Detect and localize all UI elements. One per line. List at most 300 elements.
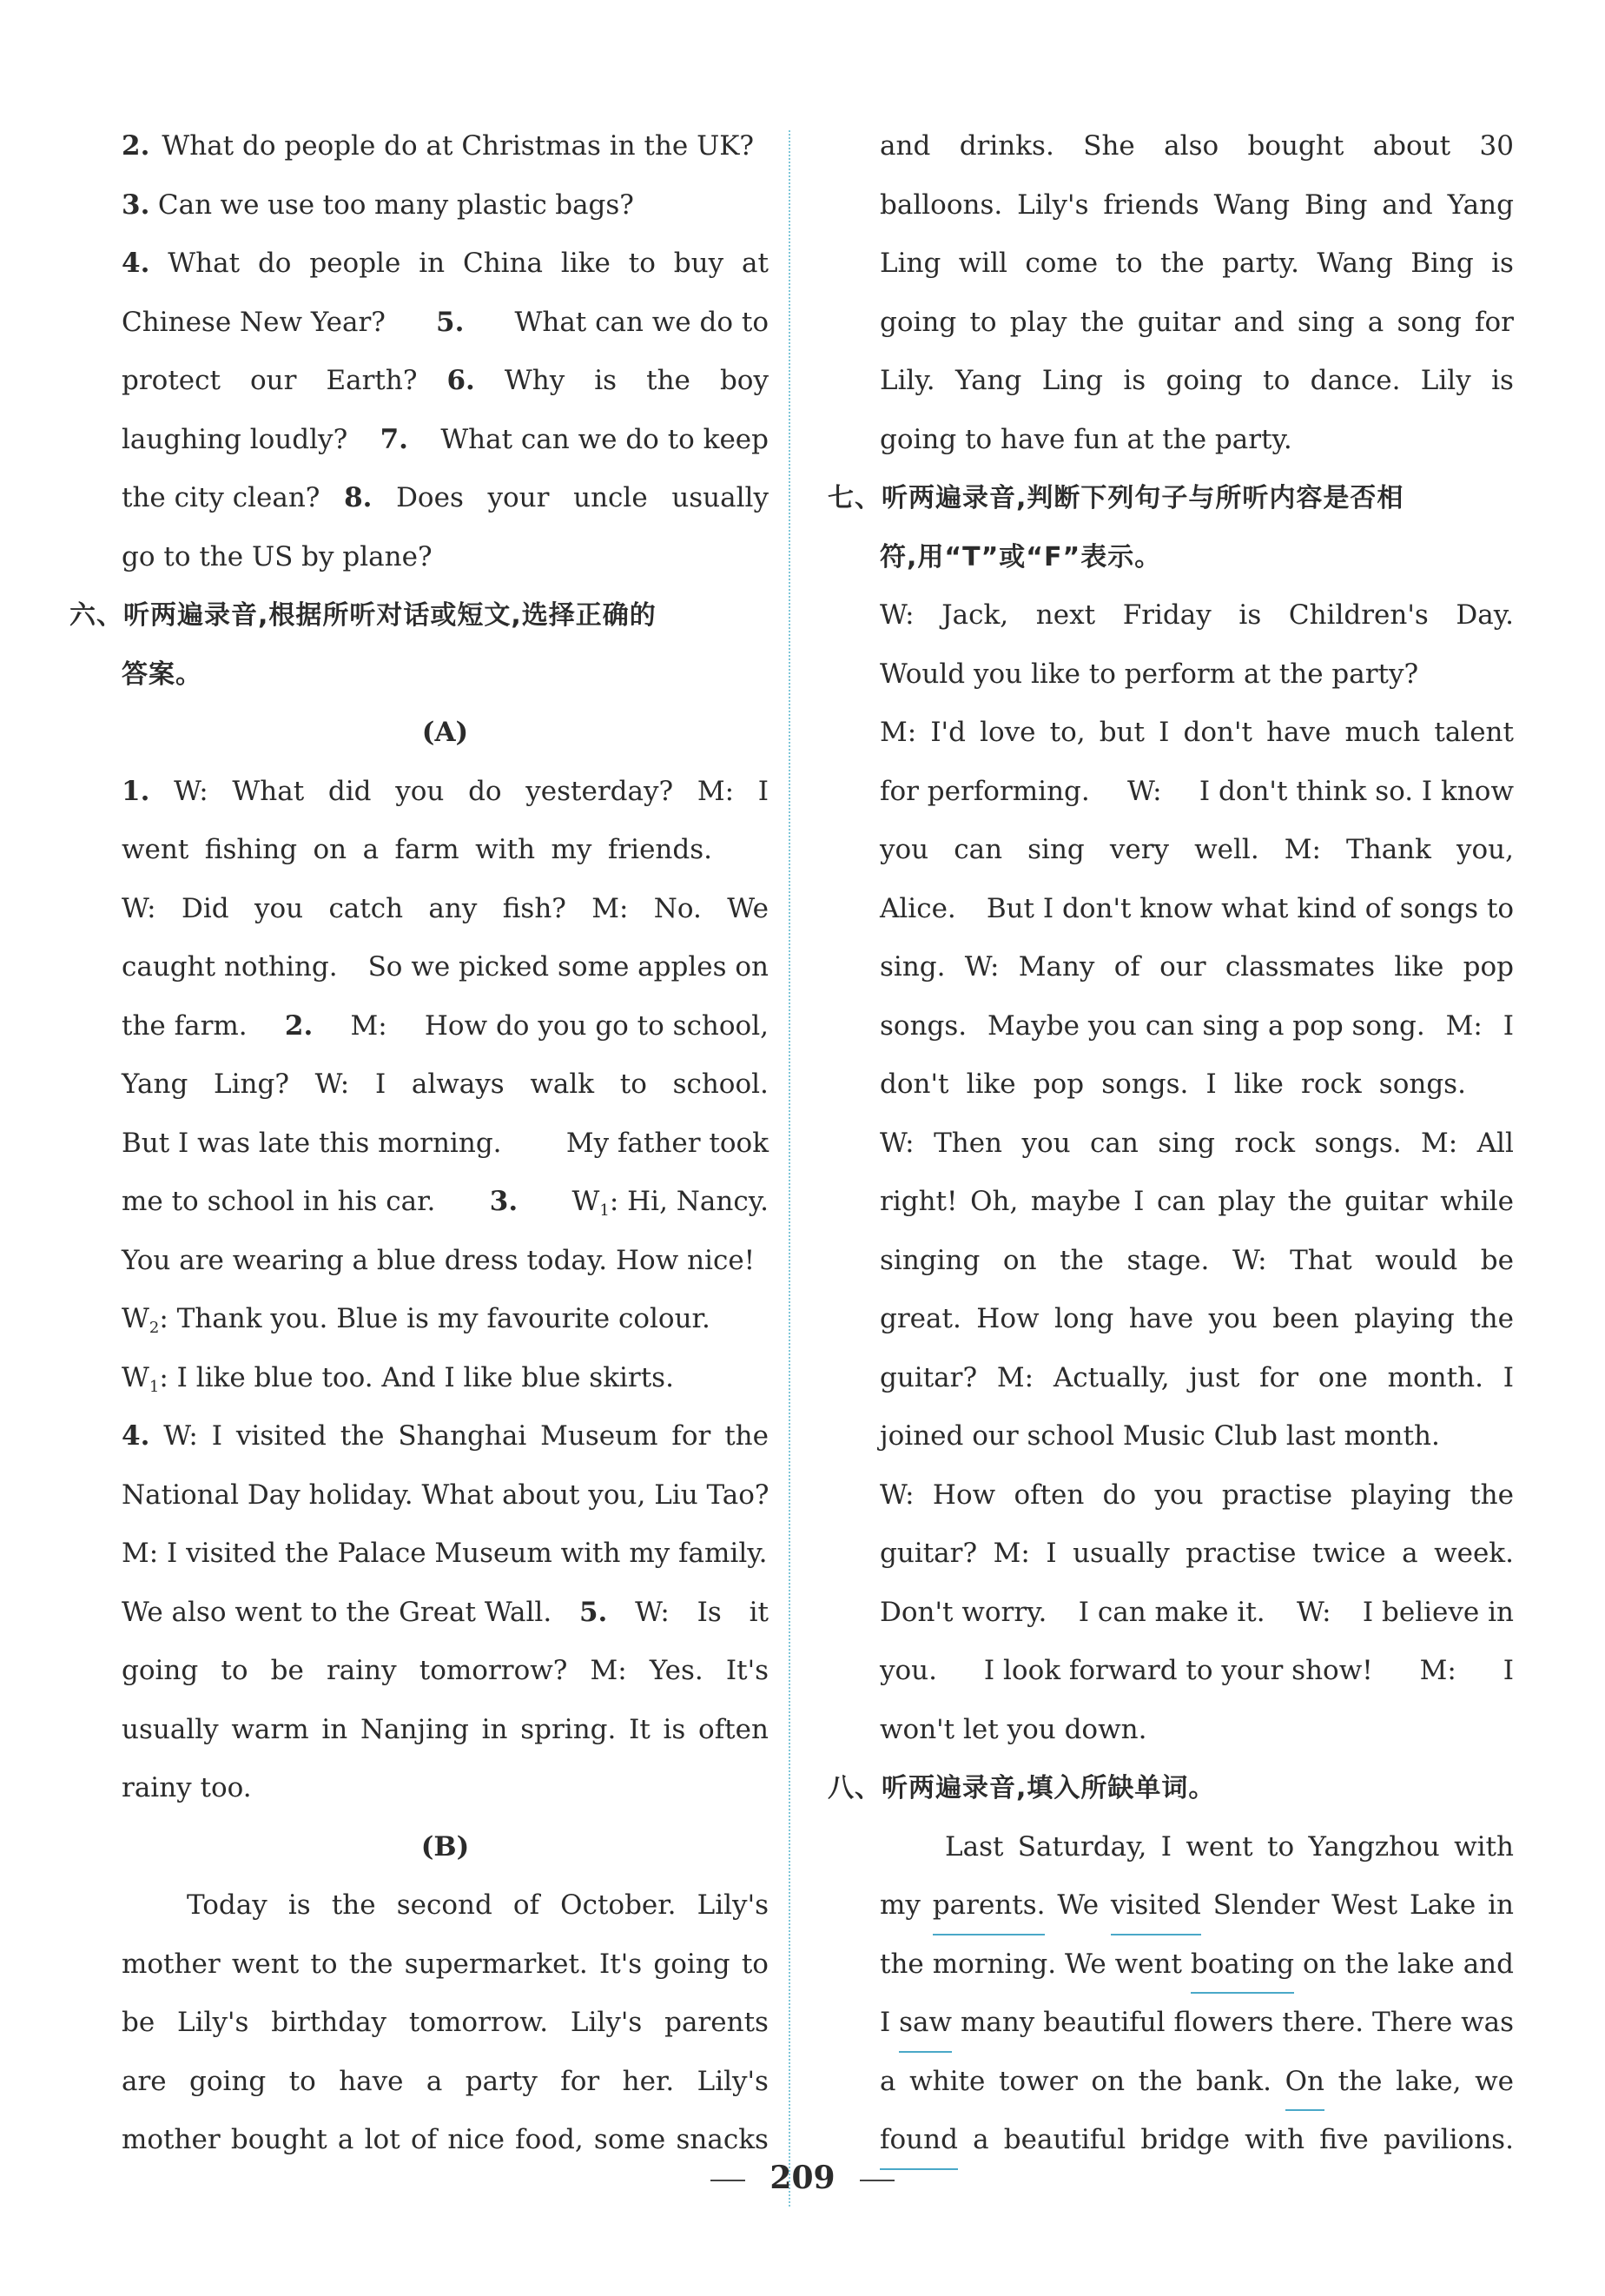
word: do bbox=[257, 248, 292, 279]
word: is bbox=[1491, 248, 1514, 279]
word: spring. bbox=[520, 1713, 617, 1745]
word: school. bbox=[672, 1069, 769, 1100]
text: I don't think so. I know bbox=[1199, 775, 1514, 807]
text: But I was late this morning. bbox=[122, 1127, 502, 1159]
subsection-b-label bbox=[122, 1818, 769, 1877]
text: Would you like to perform at the party? bbox=[880, 658, 1419, 690]
word: I bbox=[757, 775, 769, 807]
text-line bbox=[122, 411, 769, 470]
word: you bbox=[880, 834, 929, 865]
word: song bbox=[1397, 306, 1462, 338]
text-line bbox=[122, 880, 769, 939]
word: the bbox=[1470, 1303, 1514, 1334]
word: for bbox=[1259, 1361, 1299, 1393]
word: to bbox=[288, 2065, 316, 2097]
word: lake, bbox=[1396, 2065, 1462, 2097]
word: be bbox=[1480, 1244, 1514, 1276]
word: to bbox=[1263, 365, 1291, 396]
text-line bbox=[880, 586, 1514, 645]
word: dance. bbox=[1310, 365, 1401, 396]
word: Lake bbox=[1409, 1889, 1476, 1921]
word: many bbox=[373, 189, 449, 221]
word: mother bbox=[122, 1948, 221, 1980]
word: your bbox=[487, 482, 550, 513]
word: to bbox=[628, 248, 656, 279]
text-line bbox=[880, 117, 1514, 176]
word: Is bbox=[697, 1596, 722, 1628]
word: like bbox=[966, 1069, 1016, 1100]
text: My father took bbox=[565, 1127, 769, 1159]
word: the bbox=[331, 1889, 376, 1921]
word: many bbox=[960, 2007, 1035, 2038]
text: Chinese New Year? bbox=[122, 306, 386, 338]
word: Lily's bbox=[1017, 189, 1089, 221]
word: W: bbox=[163, 1420, 198, 1452]
question-text: What do people do at Christmas in the UK? bbox=[162, 130, 755, 162]
heading-text: 答案。 bbox=[122, 658, 202, 690]
word: on bbox=[313, 834, 347, 865]
word: lake bbox=[1397, 1948, 1455, 1980]
word: month. bbox=[1387, 1361, 1483, 1393]
page-number-dash bbox=[860, 2180, 895, 2181]
word: to bbox=[969, 306, 997, 338]
word: playing bbox=[1351, 1479, 1451, 1511]
text: won't let you down. bbox=[880, 1713, 1147, 1745]
word: is bbox=[287, 1889, 311, 1921]
section-6-heading-cont bbox=[122, 645, 769, 705]
word: of bbox=[512, 1889, 540, 1921]
word: sing bbox=[1158, 1127, 1215, 1159]
word: and bbox=[1382, 189, 1433, 221]
word: a bbox=[973, 2124, 989, 2155]
word: W: bbox=[964, 951, 1000, 983]
word: I bbox=[374, 1069, 386, 1100]
word: Did bbox=[181, 892, 229, 924]
word: M: bbox=[1419, 1655, 1456, 1686]
word: practise bbox=[1186, 1538, 1297, 1569]
word: supermarket. bbox=[404, 1948, 588, 1980]
word: rainy bbox=[326, 1655, 397, 1686]
word: people bbox=[309, 248, 401, 279]
word: always bbox=[411, 1069, 505, 1100]
word: M: bbox=[350, 1009, 387, 1042]
word: Does bbox=[396, 482, 464, 513]
word: for bbox=[1475, 306, 1514, 338]
word: the bbox=[1160, 248, 1205, 279]
page-number-dash bbox=[710, 2180, 745, 2181]
word: like bbox=[560, 248, 611, 279]
word: Museum bbox=[540, 1420, 658, 1452]
word: China bbox=[462, 248, 544, 279]
word: a bbox=[880, 2065, 896, 2097]
word: buy bbox=[673, 248, 724, 279]
word: party bbox=[465, 2065, 538, 2097]
word: drinks. bbox=[959, 130, 1054, 162]
word: a bbox=[426, 2065, 443, 2097]
filled-answer: On bbox=[1285, 2053, 1324, 2112]
word: the bbox=[724, 1420, 769, 1452]
word: don't bbox=[880, 1069, 949, 1100]
word: Can bbox=[157, 189, 213, 221]
word: love bbox=[980, 717, 1036, 748]
text-line bbox=[122, 235, 769, 294]
word: went bbox=[231, 1948, 300, 1980]
word: Thank bbox=[1346, 834, 1431, 865]
text-line bbox=[880, 352, 1514, 411]
word: the bbox=[1287, 1186, 1332, 1217]
word: Lily's bbox=[177, 2007, 249, 2038]
word: about bbox=[1372, 130, 1451, 162]
word: M: bbox=[996, 1361, 1034, 1393]
word: on bbox=[1091, 2065, 1126, 2097]
left-column bbox=[69, 117, 769, 2170]
word: like bbox=[1394, 951, 1444, 983]
word: Oh, bbox=[970, 1186, 1019, 1217]
text-line bbox=[122, 1994, 769, 2053]
question-number: 4. bbox=[122, 1420, 150, 1452]
word: her. bbox=[622, 2065, 675, 2097]
word: Lily's bbox=[697, 2065, 769, 2097]
word: going bbox=[880, 306, 957, 338]
word: my bbox=[551, 834, 592, 865]
text-line bbox=[122, 1935, 769, 1995]
text: the farm. bbox=[122, 1009, 248, 1042]
word: one bbox=[1318, 1361, 1368, 1393]
text-line bbox=[122, 1466, 769, 1525]
word: I bbox=[1503, 1009, 1514, 1042]
word: Many bbox=[1018, 951, 1095, 983]
text: But I don't know what kind of songs to bbox=[986, 892, 1514, 924]
text-line bbox=[880, 880, 1514, 939]
speaker: W bbox=[122, 1361, 149, 1393]
text-line bbox=[122, 1525, 769, 1584]
word: bags? bbox=[555, 189, 634, 221]
word: with bbox=[1454, 1830, 1514, 1863]
text-line bbox=[880, 1115, 1514, 1174]
word: play bbox=[1009, 306, 1067, 338]
word: M: bbox=[697, 775, 735, 807]
word: our bbox=[249, 365, 297, 396]
word: October. bbox=[560, 1889, 677, 1921]
word: usually bbox=[122, 1713, 219, 1745]
word: white bbox=[909, 2065, 986, 2097]
word: I bbox=[1160, 1830, 1172, 1863]
word: Jack, bbox=[941, 599, 1009, 631]
text-line bbox=[122, 763, 769, 822]
word: Shanghai bbox=[398, 1420, 527, 1452]
text-line bbox=[880, 411, 1514, 470]
word: Ling bbox=[1041, 365, 1104, 396]
word: very bbox=[1109, 834, 1170, 865]
text-line bbox=[880, 704, 1514, 763]
word: Yang bbox=[955, 365, 1022, 396]
word: the bbox=[348, 1948, 393, 1980]
word: I bbox=[1159, 717, 1170, 748]
text-line bbox=[880, 1055, 1466, 1115]
text: M: I visited the Palace Museum with my family. bbox=[122, 1538, 768, 1569]
speaker-index: 2 bbox=[149, 1319, 160, 1337]
word: songs. bbox=[1378, 1069, 1466, 1100]
word: Ling? bbox=[214, 1069, 289, 1100]
word: What bbox=[232, 775, 305, 807]
word: much bbox=[1344, 717, 1421, 748]
word: I bbox=[1503, 1361, 1514, 1393]
word: W: bbox=[1232, 1244, 1267, 1276]
question-number: 2. bbox=[122, 130, 150, 162]
word: the bbox=[1060, 1244, 1104, 1276]
word: right! bbox=[880, 1186, 958, 1217]
word: fish? bbox=[502, 892, 566, 924]
word: the bbox=[880, 1948, 924, 1980]
word: Bing bbox=[1410, 248, 1474, 279]
word: M: bbox=[880, 717, 917, 748]
question-2 bbox=[122, 117, 769, 176]
word: warm bbox=[231, 1713, 309, 1745]
text: for performing. bbox=[880, 775, 1090, 807]
text-line bbox=[122, 2053, 769, 2112]
word: like bbox=[1233, 1069, 1284, 1100]
text-line bbox=[122, 1642, 769, 1701]
subsection-label: (B) bbox=[420, 1830, 470, 1863]
question-number: 3. bbox=[489, 1186, 518, 1217]
word: We bbox=[1057, 1889, 1100, 1921]
word: are bbox=[122, 2065, 167, 2097]
word: M: bbox=[590, 1655, 627, 1686]
text: rainy too. bbox=[122, 1772, 252, 1803]
text-line bbox=[122, 1349, 769, 1408]
word: second bbox=[396, 1889, 492, 1921]
text-line bbox=[122, 352, 769, 411]
word: Yang bbox=[1447, 189, 1514, 221]
word: beautiful bbox=[1043, 2007, 1166, 2038]
word: to bbox=[741, 1948, 769, 1980]
filled-answer: parents. bbox=[933, 1876, 1046, 1935]
word: stage. bbox=[1126, 1244, 1210, 1276]
word: uncle bbox=[573, 482, 648, 513]
text-line bbox=[880, 1701, 1514, 1760]
word: you bbox=[395, 775, 445, 807]
word: friends bbox=[1103, 189, 1199, 221]
column-divider bbox=[789, 130, 790, 2207]
word: have bbox=[1128, 1303, 1194, 1334]
word: for bbox=[560, 2065, 600, 2097]
word: Last bbox=[945, 1830, 1004, 1863]
word: We bbox=[727, 892, 769, 924]
text: going to have fun at the party. bbox=[880, 423, 1292, 455]
word: W: bbox=[314, 1069, 350, 1100]
word: you bbox=[254, 892, 304, 924]
text-line bbox=[122, 997, 769, 1056]
text-line bbox=[122, 528, 769, 587]
word: yesterday? bbox=[525, 775, 674, 807]
word: is bbox=[594, 365, 618, 396]
word: playing bbox=[1354, 1303, 1455, 1334]
word: M: bbox=[591, 892, 629, 924]
word: I bbox=[211, 1420, 223, 1452]
word: usually bbox=[1073, 1538, 1170, 1569]
word: long bbox=[1053, 1303, 1114, 1334]
text: the city clean? bbox=[122, 482, 320, 513]
word: Lily bbox=[1420, 365, 1471, 396]
text: me to school in his car. bbox=[122, 1186, 436, 1217]
word: been bbox=[1272, 1303, 1339, 1334]
text-line bbox=[122, 1115, 769, 1174]
word: went bbox=[1186, 1830, 1253, 1863]
text: What can we do to bbox=[514, 306, 769, 338]
word: pop bbox=[1463, 951, 1514, 983]
word: but bbox=[1099, 717, 1146, 748]
speaker: W bbox=[122, 1303, 149, 1334]
word: the bbox=[646, 365, 690, 396]
text-line bbox=[880, 1466, 1514, 1525]
word: sing bbox=[1297, 306, 1355, 338]
filled-answer: found bbox=[880, 2111, 958, 2170]
text: caught nothing. bbox=[122, 951, 338, 983]
text-line bbox=[880, 821, 1514, 880]
text-line bbox=[122, 1584, 769, 1643]
word: to bbox=[310, 1948, 338, 1980]
word: our bbox=[1159, 951, 1206, 983]
word: Alice. bbox=[880, 892, 956, 924]
question-number: 5. bbox=[578, 1596, 608, 1628]
word: any bbox=[428, 892, 478, 924]
word: Nanjing bbox=[360, 1713, 469, 1745]
word: M: bbox=[993, 1538, 1030, 1569]
word: to bbox=[1266, 1830, 1295, 1863]
page-number-text: 209 bbox=[769, 2160, 836, 2196]
word: going bbox=[189, 2065, 267, 2097]
word: of bbox=[1113, 951, 1140, 983]
word: twice bbox=[1311, 1538, 1386, 1569]
word: the bbox=[1080, 306, 1125, 338]
text-line bbox=[880, 1876, 1514, 1935]
word: Earth? bbox=[326, 365, 418, 396]
word: to bbox=[619, 1069, 647, 1100]
word: morning. bbox=[932, 1948, 1057, 1980]
word: visited bbox=[235, 1420, 327, 1452]
heading-text: 八、听两遍录音,填入所缺单词。 bbox=[828, 1773, 1216, 1803]
word: be bbox=[270, 1655, 304, 1686]
word: my bbox=[880, 1889, 921, 1921]
text-line bbox=[122, 1407, 769, 1466]
text: laughing loudly? bbox=[122, 423, 348, 455]
word: next bbox=[1035, 599, 1096, 631]
word: often bbox=[1014, 1479, 1085, 1511]
text-line bbox=[880, 1818, 1514, 1877]
word: Yang bbox=[122, 1069, 188, 1100]
word: play bbox=[1218, 1186, 1276, 1217]
filled-answer: boating bbox=[1191, 1935, 1294, 1995]
word: on bbox=[1002, 1244, 1037, 1276]
word: Actually, bbox=[1053, 1361, 1170, 1393]
text-line bbox=[122, 1290, 769, 1349]
word: Why bbox=[504, 365, 565, 396]
word: rock bbox=[1234, 1127, 1296, 1159]
word: songs. bbox=[880, 1009, 968, 1042]
question-number: 4. bbox=[122, 248, 150, 279]
text: National Day holiday. What about you, Liu Tao? bbox=[122, 1479, 769, 1511]
word: be bbox=[122, 2007, 155, 2038]
word: How bbox=[932, 1479, 996, 1511]
text-line bbox=[122, 1232, 769, 1291]
word: balloons. bbox=[880, 189, 1003, 221]
section-6-heading bbox=[69, 586, 769, 645]
word: while bbox=[1440, 1186, 1514, 1217]
word: W: bbox=[174, 775, 208, 807]
speaker-line bbox=[122, 1349, 674, 1408]
word: pavilions. bbox=[1383, 2124, 1514, 2155]
word: practise bbox=[1221, 1479, 1333, 1511]
word: and bbox=[1233, 306, 1285, 338]
word: to bbox=[221, 1655, 248, 1686]
text-line bbox=[880, 1290, 1514, 1349]
word: W: bbox=[880, 1479, 915, 1511]
text-line bbox=[122, 1876, 769, 1935]
word: Wang bbox=[1213, 189, 1291, 221]
word: bought bbox=[230, 2124, 327, 2155]
word: snacks bbox=[676, 2124, 769, 2155]
word: usually bbox=[671, 482, 769, 513]
word: M: bbox=[1284, 834, 1321, 865]
word: It's bbox=[599, 1948, 643, 1980]
word: have bbox=[1266, 717, 1331, 748]
word: the bbox=[1470, 1479, 1514, 1511]
word: we bbox=[1475, 2065, 1514, 2097]
word: in bbox=[1488, 1889, 1514, 1921]
page-number bbox=[0, 2160, 1605, 2196]
word: too bbox=[322, 189, 367, 221]
section-8-heading bbox=[828, 1759, 1514, 1818]
word: Saturday, bbox=[1017, 1830, 1147, 1863]
speaker: W bbox=[571, 1186, 600, 1217]
word: W: bbox=[122, 892, 156, 924]
word: birthday bbox=[271, 2007, 387, 2038]
word: pop bbox=[1033, 1069, 1085, 1100]
word: W: bbox=[880, 599, 915, 631]
heading-text: 七、听两遍录音,判断下列句子与所听内容是否相 bbox=[828, 483, 1404, 513]
word: There bbox=[1372, 2007, 1453, 2038]
word: of bbox=[410, 2124, 438, 2155]
word: I bbox=[1503, 1655, 1514, 1686]
right-column bbox=[828, 117, 1514, 2170]
word: was bbox=[1461, 2007, 1514, 2038]
word: W: bbox=[635, 1596, 670, 1628]
word: guitar bbox=[1344, 1186, 1428, 1217]
word: the bbox=[1344, 1948, 1390, 1980]
text: How do you go to school, bbox=[424, 1009, 769, 1042]
word: at bbox=[742, 248, 769, 279]
word: went bbox=[1114, 1948, 1182, 1980]
text-line bbox=[880, 1935, 1514, 1995]
text: : Hi, Nancy. bbox=[609, 1186, 769, 1217]
text: So we picked some apples on bbox=[367, 951, 769, 983]
text-line bbox=[880, 1349, 1514, 1408]
word: bank. bbox=[1196, 2065, 1272, 2097]
section-7-heading bbox=[828, 469, 1514, 528]
word: flowers bbox=[1173, 2007, 1274, 2038]
text: What can we do to keep bbox=[440, 423, 769, 455]
text-line bbox=[880, 176, 1514, 235]
word: What bbox=[168, 248, 241, 279]
word: West bbox=[1331, 1889, 1398, 1921]
word: can bbox=[1090, 1127, 1139, 1159]
word: lot bbox=[364, 2124, 400, 2155]
word: we bbox=[220, 189, 260, 221]
word: the bbox=[1138, 2065, 1183, 2097]
word: That bbox=[1290, 1244, 1352, 1276]
text-line bbox=[122, 938, 769, 997]
text: I look forward to your show! bbox=[983, 1655, 1373, 1686]
